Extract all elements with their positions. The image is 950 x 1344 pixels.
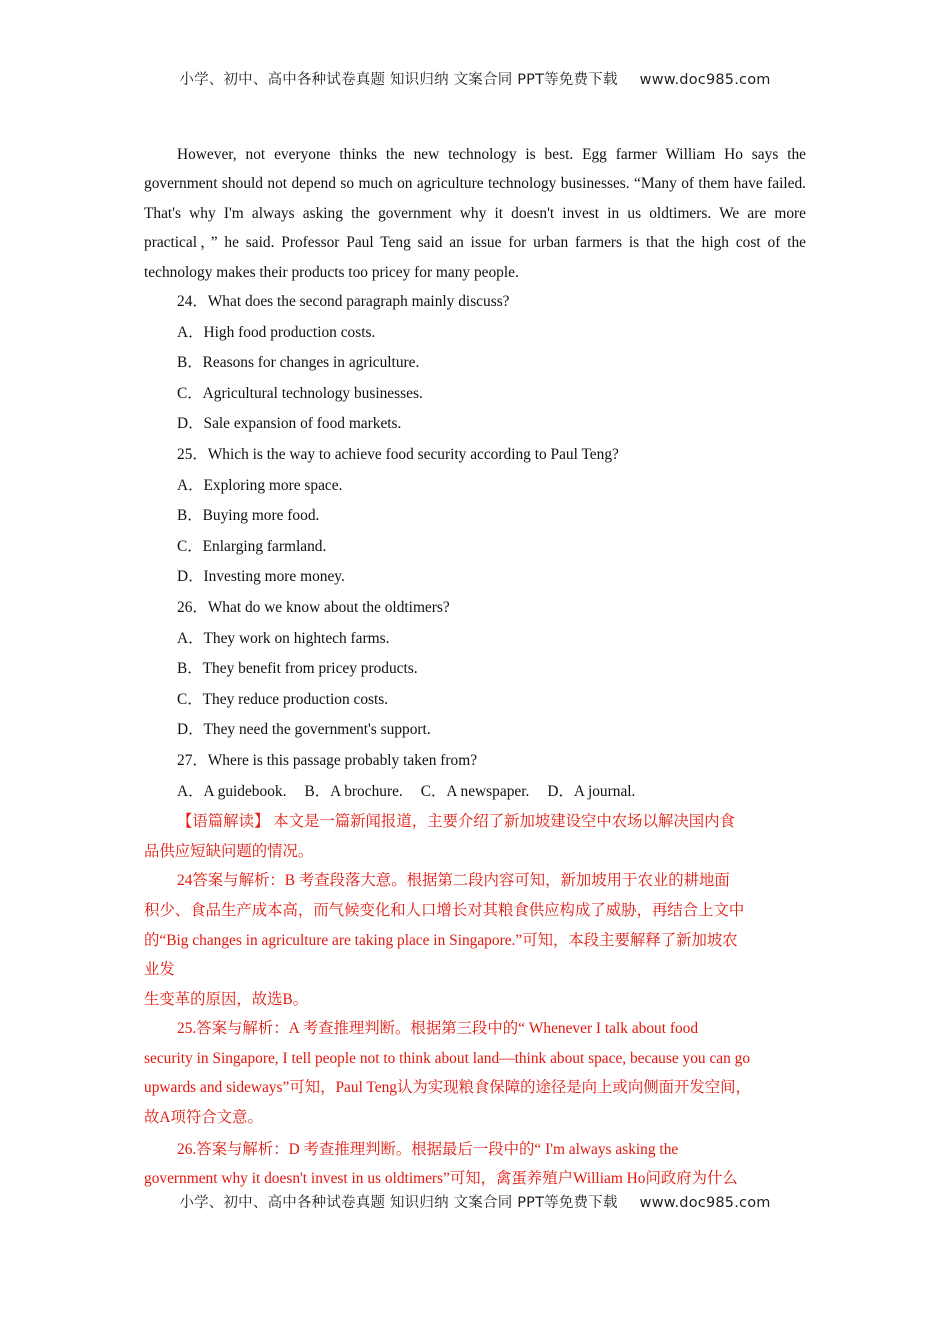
option-c: C．A newspaper.: [420, 782, 530, 800]
question-stem: 25．Which is the way to achieve food security according to Paul Teng?: [177, 446, 619, 463]
answer-25-line-1: 25.答案与解析：A 考查推理判断。根据第三段中的“ Whenever I talk about food: [177, 1020, 699, 1038]
footer-text: 小学、初中、高中各种试卷真题 知识归纳 文案合同 PPT等免费下载: [179, 1195, 618, 1211]
passage-paragraph: However, not everyone thinks the new technology is best. Egg farmer William Ho says the government should not depend so much on agriculture technology businesses. “Many of them have failed. That's why I'm always asking the government why it doesn't invest in us oldtimers. We are more practical，” he said. Professor Paul Teng said an issue for urban farmers is that the high cost of the technology makes their products too pricey for many people.: [144, 146, 806, 281]
footer-url[interactable]: www.doc985.com: [639, 1195, 771, 1211]
passage-summary-line-1: 【语篇解读】 本文是一篇新闻报道，主要介绍了新加坡建设空中农场以解决国内食: [177, 813, 735, 831]
answer-24-line-1: 24答案与解析：B 考查段落大意。根据第二段内容可知，新加坡用于农业的耕地面: [177, 872, 730, 890]
answer-25-line-4: 故A项符合文意。: [144, 1109, 263, 1127]
answer-24-line-3: 的“Big changes in agriculture are taking place in Singapore.”可知，本段主要解释了新加坡农: [144, 931, 738, 949]
option-c: C．They reduce production costs.: [177, 690, 389, 708]
header-url[interactable]: www.doc985.com: [639, 72, 771, 88]
options-row: [144, 777, 806, 808]
answer-25-line-3: upwards and sideways”可知，Paul Teng认为实现粮食保障的途径是向上或向侧面开发空间，: [144, 1079, 751, 1097]
question-stem: 24．What does the second paragraph mainly discuss?: [177, 293, 510, 311]
question-24: [144, 287, 806, 440]
question-stem: 27．Where is this passage probably taken from?: [177, 751, 478, 769]
option-b: B．They benefit from pricey products.: [177, 660, 418, 678]
option-d: D．A journal.: [547, 782, 636, 800]
document-body: [144, 140, 806, 1194]
option-b: B．Buying more food.: [177, 507, 320, 525]
option-a: A．A guidebook.: [177, 782, 287, 800]
option-a: A．High food production costs.: [177, 323, 376, 341]
answer-24-line-2: 积少、食品生产成本高，而气候变化和人口增长对其粮食供应构成了威胁，再结合上文中: [144, 901, 745, 919]
option-d: D．They need the government's support.: [177, 721, 431, 739]
passage-summary-line-2: 品供应短缺问题的情况。: [144, 842, 314, 860]
option-c: C．Enlarging farmland.: [177, 537, 327, 555]
option-b: B．Reasons for changes in agriculture.: [177, 354, 420, 372]
header-text: 小学、初中、高中各种试卷真题 知识归纳 文案合同 PPT等免费下载: [179, 72, 618, 88]
option-d: D．Sale expansion of food markets.: [177, 415, 402, 433]
option-a: A．They work on hightech farms.: [177, 629, 390, 647]
answer-24-line-4: 业发: [144, 961, 175, 979]
option-c: C．Agricultural technology businesses.: [177, 384, 423, 402]
page-header: [0, 68, 950, 89]
page-footer: [0, 1191, 950, 1212]
answer-26-line-1: 26.答案与解析：D 考查推理判断。根据最后一段中的“ I'm always asking the: [177, 1140, 679, 1158]
question-stem: 26．What do we know about the oldtimers?: [177, 598, 450, 616]
answer-25-line-2: security in Singapore, I tell people not to think about land—think about space, because you can go: [144, 1049, 751, 1067]
option-b: B．A brochure.: [304, 782, 403, 800]
answer-analysis: [144, 807, 806, 1194]
option-a: A．Exploring more space.: [177, 476, 343, 494]
answer-24-line-5: 生变革的原因，故选B。: [144, 990, 309, 1008]
question-27: [144, 746, 806, 807]
question-26: [144, 593, 806, 746]
question-25: [144, 440, 806, 593]
answer-26-line-2: government why it doesn't invest in us oldtimers”可知，禽蛋养殖户William Ho问政府为什么: [144, 1170, 738, 1188]
option-d: D．Investing more money.: [177, 568, 345, 586]
